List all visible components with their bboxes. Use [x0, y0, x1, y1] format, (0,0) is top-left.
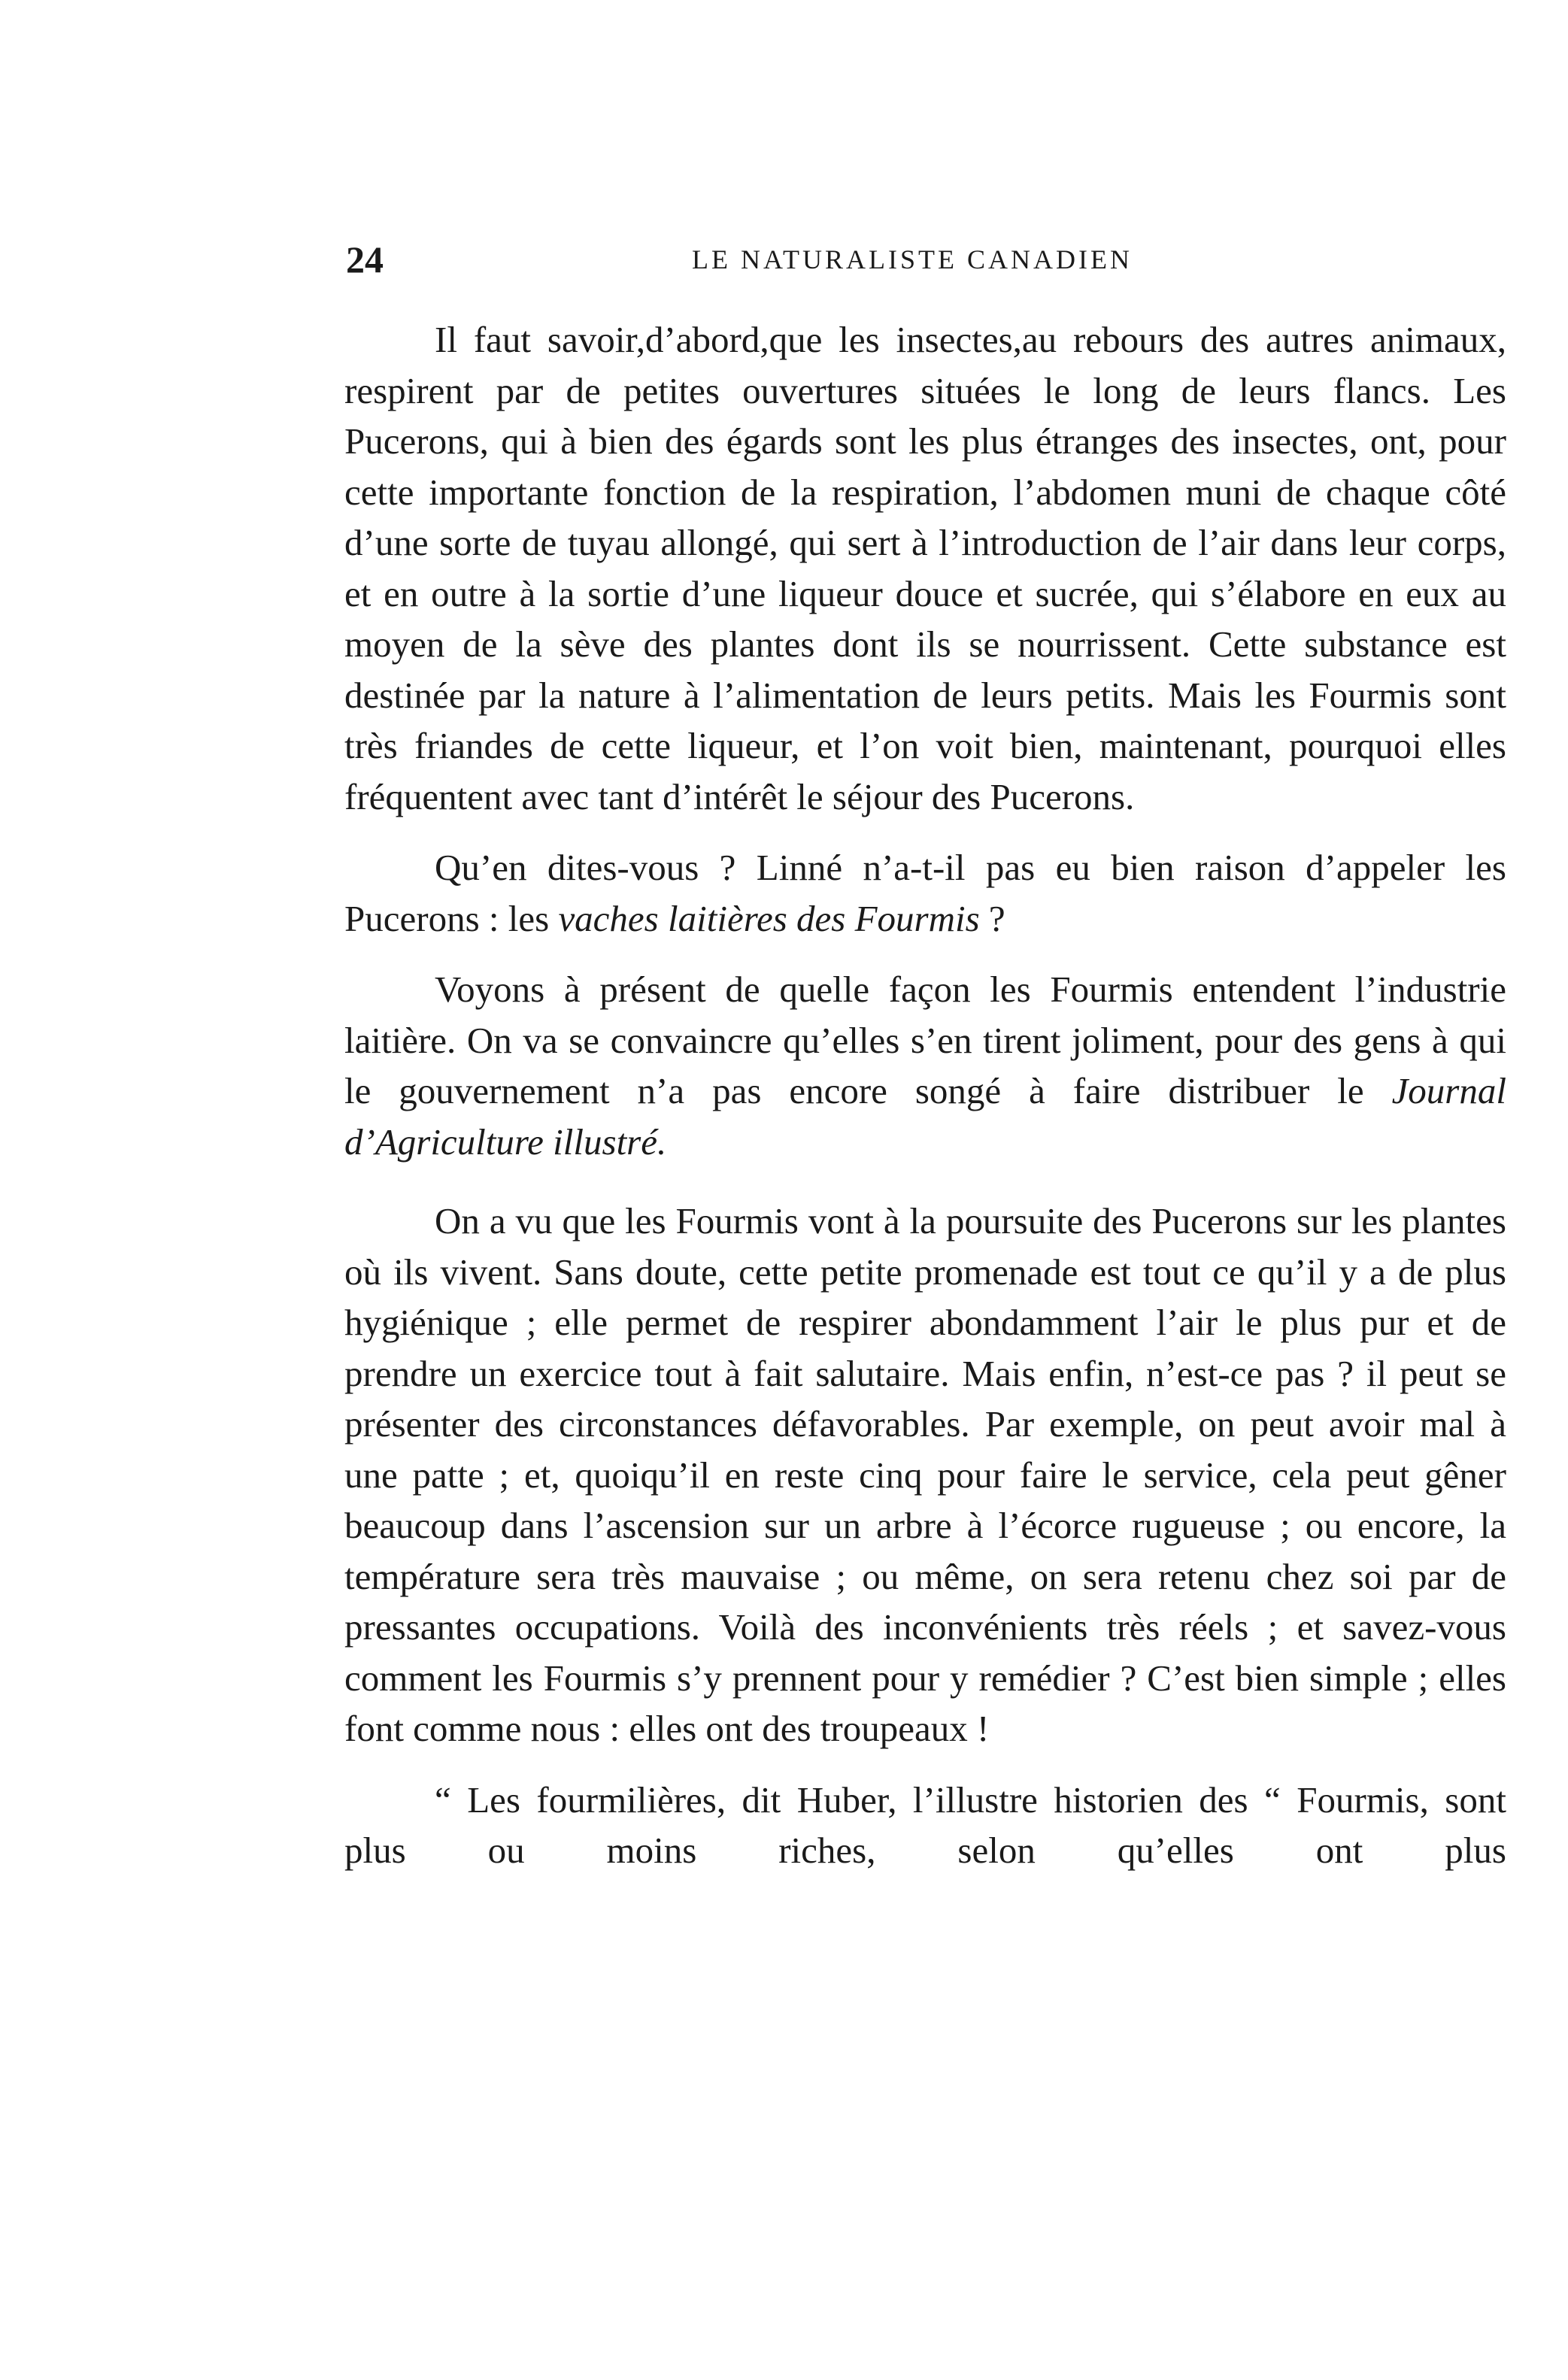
paragraph-text: On a vu que les Fourmis vont à la poursuite des Pucerons sur les plantes où ils vivent. Sans doute, cette petite promenade est tout ce qu’il y a de plus hygiénique ; elle permet de respirer abondamment l’air le plus pur et de prendre un exercice tout à fait salutaire. Mais enfin, n’est-ce pas ? il peut se présenter des circonstances défavorables. Par exemple, on peut avoir mal à une patte ; et, quoiqu’il en reste cinq pour faire le service, cela peut gêner beaucoup dans l’ascension sur un arbre à l’écorce rugueuse ; ou encore, la température sera très mauvaise ; ou même, on sera retenu chez soi par de pressantes occupations. Voilà des inconvénients très réels ; et savez-vous comment les Fourmis s’y prennent pour y remédier ? C’est bien simple ; elles font comme nous : elles ont des troupeaux !	[344, 1200, 1506, 1749]
paragraph-industrie	[344, 964, 1506, 1167]
paragraph-text: Qu’en dites-vous ? Linné n’a-t-il pas eu bien raison d’appeler les Pucerons : les	[344, 847, 1506, 939]
page-number: 24	[346, 238, 384, 280]
paragraph-text: Il faut savoir,d’abord,que les insectes,au rebours des autres animaux, respirent par de petites ouvertures situées le long de leurs flancs. Les Pucerons, qui à bien des égards sont les plus étranges des insectes, ont, pour cette importante fonction de la respiration, l’abdomen muni de chaque côté d’une sorte de tuyau allongé, qui sert à l’introduction de l’air dans leur corps, et en outre à la sortie d’une liqueur douce et sucrée, qui s’élabore en eux au moyen de la sève des plantes dont ils se nourrissent. Cette substance est destinée par la nature à l’alimentation de leurs petits. Mais les Fourmis sont très friandes de cette liqueur, et l’on voit bien, maintenant, pourquoi elles fréquentent avec tant d’intérêt le séjour des Pucerons.	[344, 319, 1506, 817]
italic-phrase: vaches laitières des Fourmis	[558, 897, 980, 939]
paragraph-text: Voyons à présent de quelle façon les Fourmis entendent l’industrie laitière. On va se convaincre qu’elles s’en tirent joliment, pour des gens à qui le gouvernement n’a pas encore songé à faire distribuer le	[344, 969, 1506, 1111]
body-text	[344, 314, 1506, 1876]
paragraph-huber-quote	[344, 1775, 1506, 1876]
journal-title: LE NATURALISTE CANADIEN	[692, 244, 1133, 274]
paragraph-text: ?	[979, 897, 1005, 939]
running-head	[346, 233, 1519, 286]
paragraph-troupeaux	[344, 1196, 1506, 1754]
paragraph-text: “ Les fourmilières, dit Huber, l’illustre historien des “ Fourmis, sont plus ou moins riches, selon qu’elles ont plus	[344, 1778, 1506, 1871]
paragraph-linne	[344, 842, 1506, 944]
paragraph-respiration	[344, 314, 1506, 822]
italic-journal-name: Journal d’Agriculture illustré.	[344, 1070, 1506, 1163]
